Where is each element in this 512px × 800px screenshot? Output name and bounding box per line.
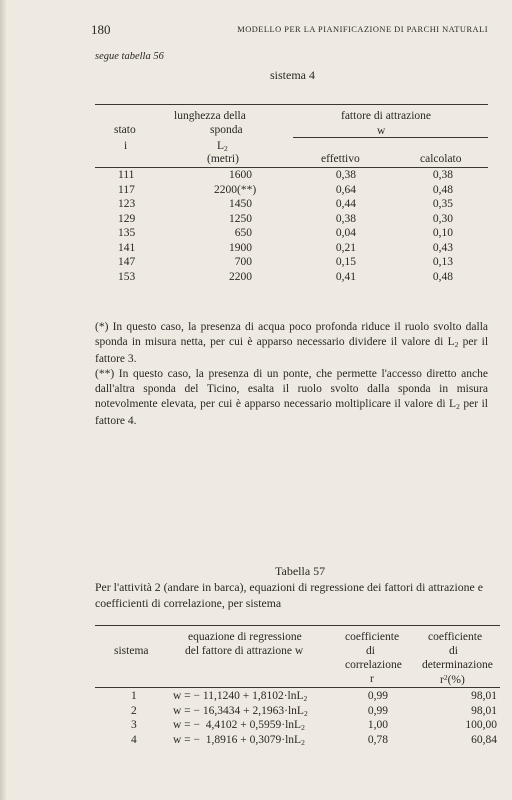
footnote-1: (*) In questo caso, la presenza di acqua poco profonda riduce il ruolo svolto dalla sponda in misura netta, per cui è apparso necessario dividere il valore di $L_2$ per il fattore 3. xyxy=(95,321,489,365)
equation-text: w = − 16,3434 + 2,1963·lnL xyxy=(173,704,304,717)
cell-sistema: 4 xyxy=(131,733,137,746)
footnotes xyxy=(95,320,488,429)
cell-lunghezza: 1600 xyxy=(229,169,252,181)
equation-subscript: 2 xyxy=(303,708,308,718)
header-length-unit: (metri) xyxy=(207,153,239,165)
cell-effettivo: 0,41 xyxy=(335,270,356,283)
cell-stato: 129 xyxy=(118,212,136,225)
factor-subrule xyxy=(293,137,488,138)
cell-effettivo: 0,44 xyxy=(335,198,356,210)
cell-stato: 111 xyxy=(118,169,135,181)
cell-effettivo: 0,38 xyxy=(335,169,356,181)
cell-equation xyxy=(173,705,308,718)
continued-label: segue tabella 56 xyxy=(95,51,164,62)
cell-stato: 135 xyxy=(118,227,136,239)
cell-calcolato: 0,38 xyxy=(432,169,453,181)
cell-calcolato: 0,43 xyxy=(432,241,453,254)
header-sistema: sistema xyxy=(114,645,149,657)
cell-r: 0,78 xyxy=(367,733,388,746)
header-corr-line1: coefficiente xyxy=(345,631,400,643)
cell-sistema: 1 xyxy=(131,690,137,702)
cell-calcolato: 0,13 xyxy=(432,256,453,268)
equation-subscript: 2 xyxy=(303,694,308,703)
cell-stato: 123 xyxy=(118,198,136,210)
cell-r2: 60,84 xyxy=(471,733,497,746)
header-factor-title: fattore di attrazione xyxy=(341,110,432,122)
cell-lunghezza: 1250 xyxy=(229,212,252,225)
cell-sistema: 3 xyxy=(131,719,137,731)
header-bottom-rule xyxy=(95,167,488,168)
equation-text: w = − 11,1240 + 1,8102·lnL xyxy=(173,690,304,702)
header-stato: stato xyxy=(114,124,136,136)
header-eq-line2: del fattore di attrazione w xyxy=(185,645,304,657)
header-det-line2: di xyxy=(449,645,458,657)
running-title: MODELLO PER LA PIANIFICAZIONE DI PARCHI NATURALI xyxy=(237,25,488,34)
header-corr-line2: di xyxy=(366,645,375,657)
header-det-line1: coefficiente xyxy=(428,631,483,643)
cell-effettivo: 0,38 xyxy=(335,212,356,225)
cell-calcolato: 0,48 xyxy=(432,183,453,196)
cell-effettivo: 0,21 xyxy=(335,241,356,254)
cell-stato: 153 xyxy=(118,270,136,283)
header-corr-line4: r xyxy=(370,673,374,685)
header-det-line4: $r^2(\%)$ xyxy=(440,673,465,686)
equation-text: w = − 1,8916 + 0,3079·lnL xyxy=(173,733,302,746)
system-label: sistema 4 xyxy=(270,68,315,82)
header-effettivo: effettivo xyxy=(321,153,360,165)
cell-calcolato: 0,48 xyxy=(432,270,453,283)
table-57-header-rule xyxy=(95,687,500,688)
page-edge xyxy=(0,0,6,800)
cell-effettivo: 0,04 xyxy=(335,227,356,239)
cell-r2: 100,00 xyxy=(465,719,497,731)
table-57-caption: Per l'attività 2 (andare in barca), equazioni di regressione dei fattori di attrazione e coefficienti di correlazione, per sistema xyxy=(95,580,483,610)
cell-stato: 117 xyxy=(118,183,135,196)
cell-lunghezza: 700 xyxy=(234,256,252,268)
cell-equation xyxy=(173,690,307,703)
cell-r2: 98,01 xyxy=(471,704,497,717)
header-length-line3: $L_2$ xyxy=(217,140,228,153)
cell-equation xyxy=(173,719,305,732)
header-length-line1: lunghezza della xyxy=(174,110,246,122)
cell-lunghezza: 2200 xyxy=(229,270,252,283)
header-calcolato: calcolato xyxy=(420,153,462,165)
equation-subscript: 2 xyxy=(301,737,305,747)
cell-lunghezza: 1900 xyxy=(229,241,252,254)
cell-effettivo: 0,64 xyxy=(335,183,356,196)
table-57-title: Tabella 57 xyxy=(275,564,326,578)
footnote-2: (**) In questo caso, la presenza di un ponte, che permette l'accesso diretto anche dall'altra sponda del Ticino, esalta il ruolo svolto dalla sponda in misura notevolmente elevata, per cui è apparso necessario moltiplicare il valore di $L_2$ per il fattore 4. xyxy=(95,368,488,427)
header-factor-symbol: w xyxy=(377,125,386,137)
header-corr-line3: correlazione xyxy=(345,659,402,671)
page-number: 180 xyxy=(91,22,111,37)
table-top-rule xyxy=(95,104,488,105)
cell-r: 0,99 xyxy=(367,704,388,717)
cell-lunghezza: 650 xyxy=(234,227,252,239)
header-length-line2: sponda xyxy=(210,124,243,136)
header-i: i xyxy=(124,140,128,152)
cell-r: 1,00 xyxy=(367,719,388,731)
table-57-top-rule xyxy=(95,625,500,626)
cell-calcolato: 0,10 xyxy=(432,227,453,239)
cell-stato: 141 xyxy=(118,241,136,254)
cell-lunghezza: 1450 xyxy=(229,198,252,210)
cell-sistema: 2 xyxy=(131,704,137,717)
cell-calcolato: 0,35 xyxy=(432,198,453,210)
header-det-line3: determinazione xyxy=(422,659,493,671)
cell-equation xyxy=(173,734,305,747)
header-eq-line1: equazione di regressione xyxy=(188,631,302,643)
cell-r: 0,99 xyxy=(367,690,388,702)
cell-stato: 147 xyxy=(118,256,136,268)
cell-effettivo: 0,15 xyxy=(335,256,356,268)
equation-subscript: 2 xyxy=(301,723,305,732)
cell-lunghezza: 2200(**) xyxy=(214,183,257,196)
equation-text: w = − 4,4102 + 0,5959·lnL xyxy=(173,719,302,731)
cell-calcolato: 0,30 xyxy=(432,212,453,225)
cell-r2: 98,01 xyxy=(471,690,497,702)
